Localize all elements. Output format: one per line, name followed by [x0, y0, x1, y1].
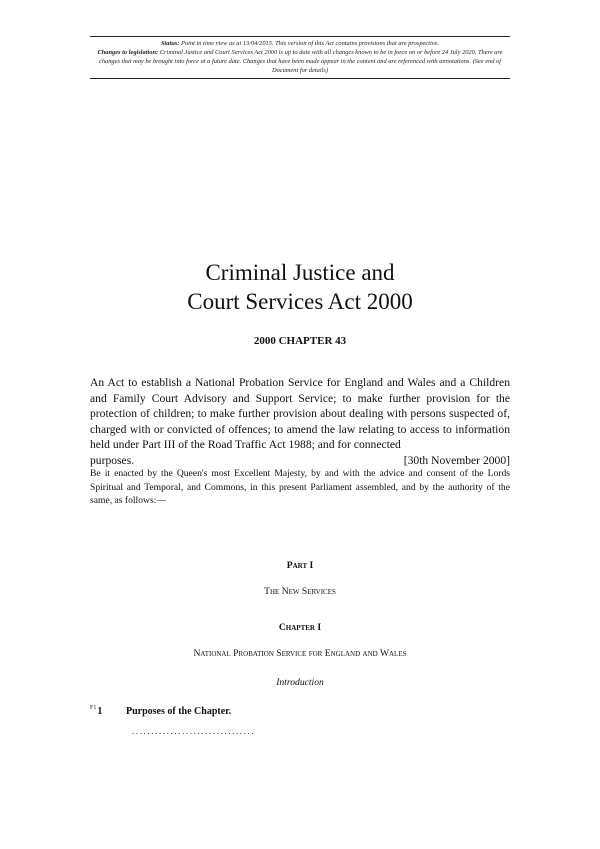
section-1 — [90, 705, 232, 718]
act-title-line-1: Criminal Justice and — [205, 260, 395, 285]
chapter-title: National Probation Service for England and Wales — [193, 648, 407, 659]
act-title — [0, 258, 600, 316]
date-of-assent: [30th November 2000] — [403, 453, 510, 467]
chapter-heading: Chapter I — [278, 622, 322, 633]
status-label: Status: — [160, 40, 180, 47]
changes-text: Criminal Justice and Court Services Act 2000 is up to date with all changes known to be in force on or before 24 July 2020. There are changes that may be brought into force at a future date. Changes that have been made appear in the content and are referenced with annotations. (See end of Document for details) — [99, 49, 503, 74]
section-title: Purposes of the Chapter. — [126, 706, 232, 717]
section-number: 1 — [97, 706, 103, 718]
chapter-number: 2000 CHAPTER 43 — [253, 335, 347, 347]
status-banner — [90, 36, 510, 79]
annotation-marker[interactable]: F1 — [90, 705, 97, 711]
crossheading: Introduction — [276, 677, 324, 688]
long-title-end: purposes. — [90, 453, 135, 467]
part-heading: Part I — [286, 560, 314, 571]
status-text: Point in time view as at 13/04/2015. This version of this Act contains provisions that are prospective. — [181, 40, 440, 47]
changes-label: Changes to legislation: — [97, 49, 159, 56]
enacting-text: Be it enacted by the Queen's most Excellent Majesty, by and with the advice and consent of the Lords Spiritual and Temporal, and Commons, in this present Parliament assembled, and by the authority of the same, as follows:— — [90, 468, 510, 507]
long-title-text: An Act to establish a National Probation Service for England and Wales and a Children and Family Court Advisory and Support Service; to make further provision for the protection of children; to make further provision about dealing with persons suspected of, charged with or convicted of offences; to amend the law relating to access to information held under Part III of the Road Traffic Act 1988; and for connected — [90, 376, 510, 452]
act-title-line-2: Court Services Act 2000 — [187, 289, 413, 314]
repealed-text-dots: ................................ — [132, 726, 256, 736]
long-title — [90, 375, 510, 469]
part-title: The New Services — [264, 586, 336, 597]
